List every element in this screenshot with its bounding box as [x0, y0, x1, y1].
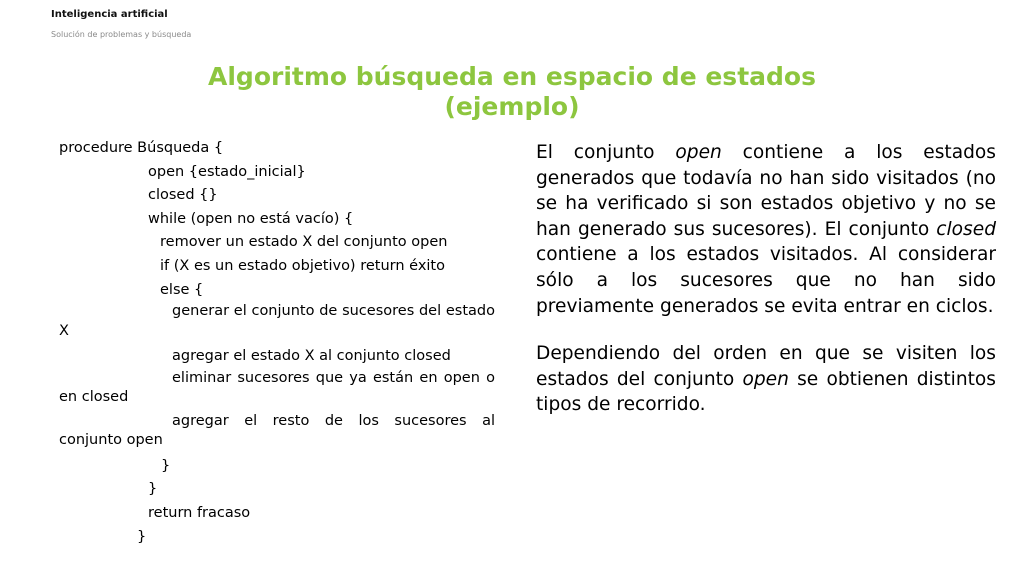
- header-topic-subtitle: Solución de problemas y búsqueda: [51, 30, 192, 39]
- text-run: El conjunto: [536, 142, 676, 163]
- code-line: agregar el resto de los sucesores al conjunto open: [59, 412, 495, 449]
- code-line: else {: [160, 281, 204, 298]
- term-open: open: [742, 368, 789, 390]
- slide-title-line2: (ejemplo): [444, 92, 580, 121]
- code-line: agregar el estado X al conjunto closed: [172, 348, 451, 365]
- code-line: }: [148, 481, 158, 498]
- text-run: se obtienen distintos tipos de recorrido.: [536, 368, 996, 416]
- pseudocode-block: [59, 137, 495, 549]
- explanation-paragraph-1: [536, 140, 996, 319]
- text-run: contiene a los estados generados que todavía no han sido visitados (no se ha verificado si son estados objetivo y no se han generado sus sucesores). El conjunto: [536, 142, 996, 240]
- code-line: return fracaso: [148, 504, 251, 521]
- term-closed: closed: [936, 218, 996, 240]
- explanation-text: [536, 140, 996, 440]
- code-line: if (X es un estado objetivo) return éxito: [160, 257, 445, 274]
- code-line: generar el conjunto de sucesores del estado X: [59, 303, 495, 339]
- explanation-paragraph-2: [536, 341, 996, 418]
- header-course-title: Inteligencia artificial: [51, 9, 168, 20]
- code-line: }: [161, 457, 171, 474]
- slide-title-line1: Algoritmo búsqueda en espacio de estados: [208, 62, 816, 91]
- code-line: closed {}: [148, 187, 218, 204]
- code-line: eliminar sucesores que ya están en open o en closed: [59, 369, 495, 406]
- term-open: open: [675, 142, 722, 163]
- code-line: open {estado_inicial}: [148, 163, 306, 180]
- text-run: Dependiendo del orden en que se visiten los estados del conjunto: [536, 343, 996, 390]
- slide-title: [140, 62, 884, 122]
- text-run: contiene a los estados visitados. Al considerar sólo a los sucesores que no han sido previamente generados se evita entrar en ciclos.: [536, 244, 996, 317]
- code-line: }: [137, 528, 147, 545]
- code-line: while (open no está vacío) {: [148, 210, 354, 227]
- code-line: remover un estado X del conjunto open: [160, 234, 448, 251]
- code-line: procedure Búsqueda {: [59, 140, 224, 156]
